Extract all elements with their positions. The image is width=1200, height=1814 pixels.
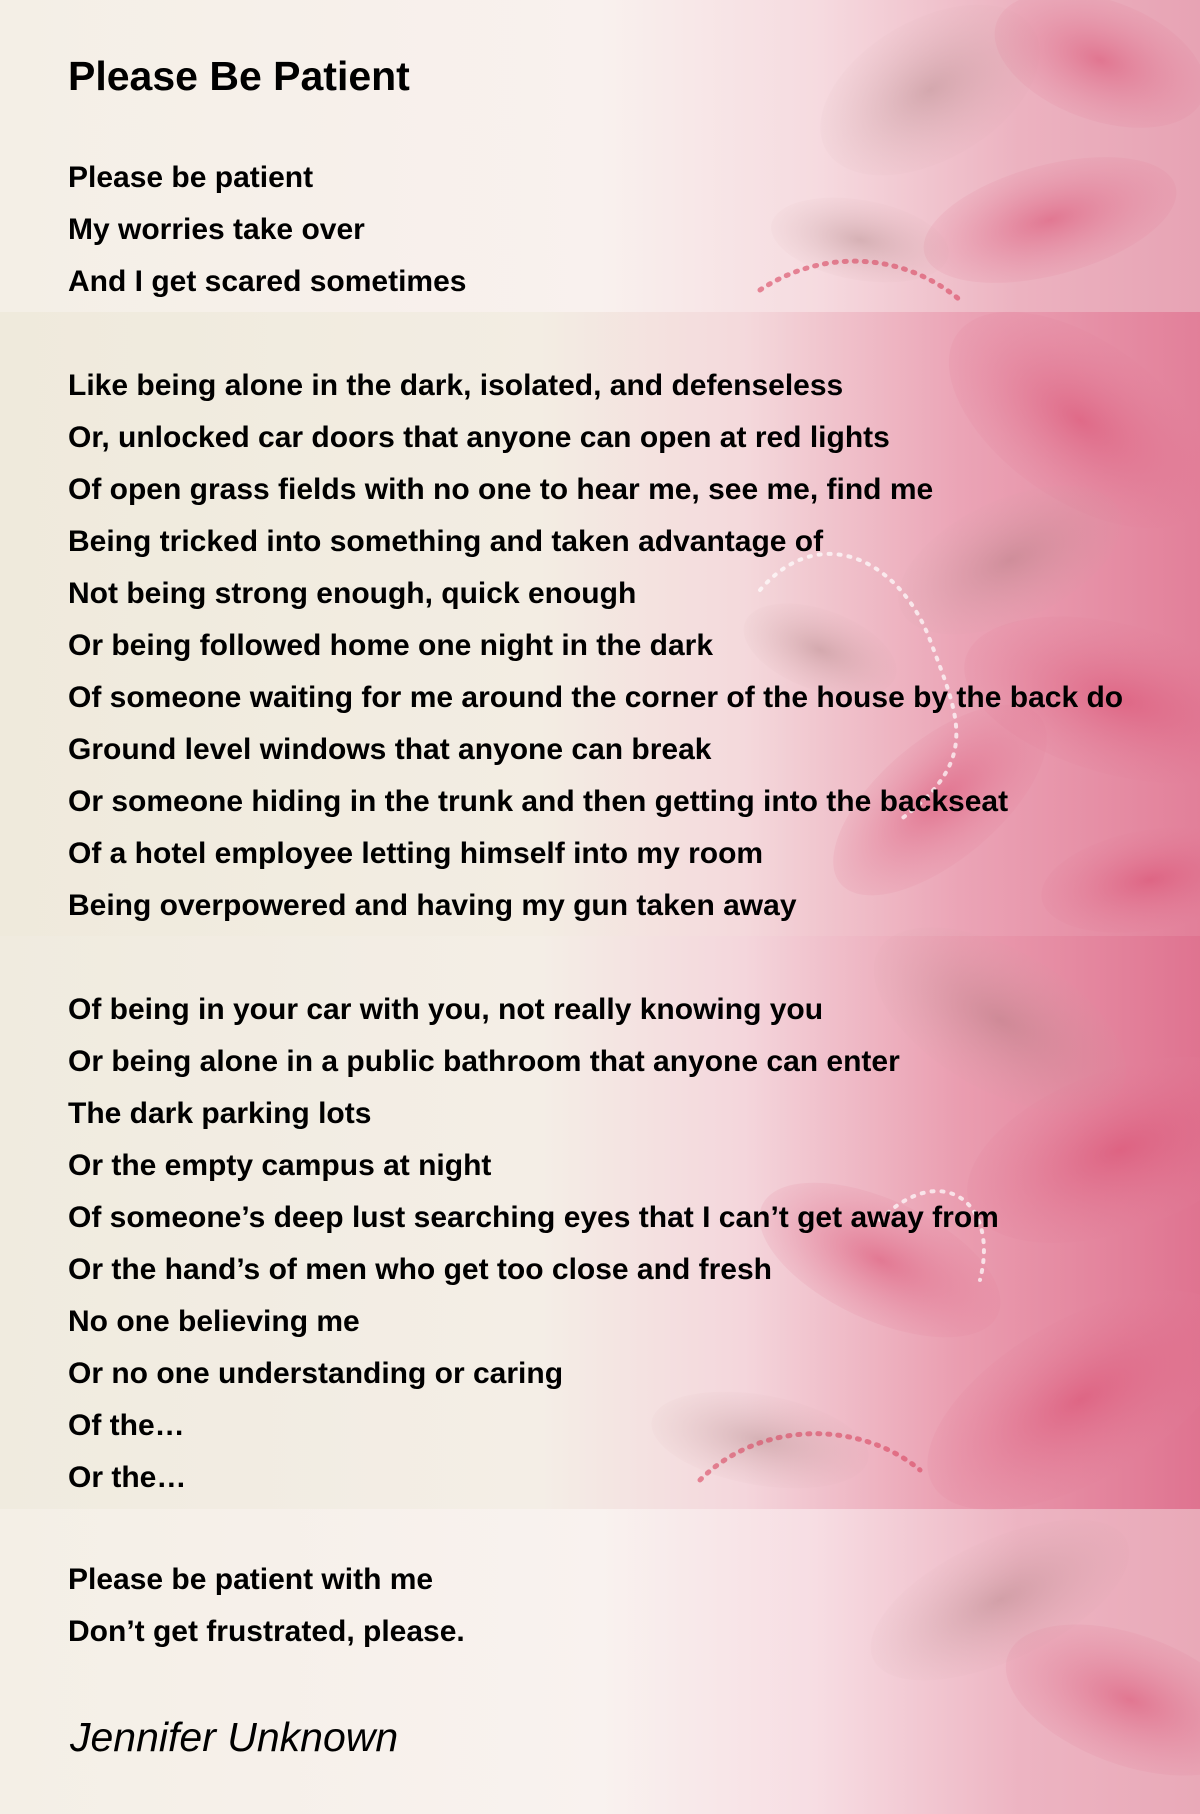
poem-author: Jennifer Unknown	[70, 1714, 399, 1760]
stanza	[68, 152, 466, 308]
poem-line: Please be patient	[68, 161, 314, 194]
poem-line: Or the…	[68, 1461, 187, 1494]
poem-line: Please be patient with me	[68, 1563, 434, 1596]
poem-line: Or the hand’s of men who get too close and fresh	[68, 1253, 772, 1286]
poem-line: Ground level windows that anyone can break	[68, 733, 712, 766]
poem-line: Of a hotel employee letting himself into my room	[68, 837, 764, 870]
poem-line: Or someone hiding in the trunk and then getting into the backseat	[68, 785, 1009, 818]
poem-line: My worries take over	[68, 213, 365, 246]
poem-line: Or no one understanding or caring	[68, 1357, 564, 1390]
poem-line: Not being strong enough, quick enough	[68, 577, 637, 610]
poem-line: Being overpowered and having my gun taken away	[68, 889, 797, 922]
poem-container	[68, 0, 1200, 1814]
poem-line: No one believing me	[68, 1305, 360, 1338]
stanza	[68, 984, 999, 1504]
poem-line: Of someone waiting for me around the corner of the house by the back do	[68, 681, 1124, 714]
poem-title: Please Be Patient	[68, 53, 410, 99]
poem-line: Of someone’s deep lust searching eyes that I can’t get away from	[68, 1201, 999, 1234]
poem-line: The dark parking lots	[68, 1097, 372, 1130]
poem-line: Or, unlocked car doors that anyone can open at red lights	[68, 421, 890, 454]
poem-line: And I get scared sometimes	[68, 265, 467, 298]
poem-line: Of the…	[68, 1409, 185, 1442]
poem-line: Or being alone in a public bathroom that anyone can enter	[68, 1045, 900, 1078]
poem-line: Don’t get frustrated, please.	[68, 1615, 465, 1648]
poem-line: Like being alone in the dark, isolated, and defenseless	[68, 369, 844, 402]
stanza	[68, 360, 1123, 932]
poem-line: Of open grass fields with no one to hear me, see me, find me	[68, 473, 934, 506]
stanza	[68, 1554, 465, 1658]
poem-line: Or the empty campus at night	[68, 1149, 492, 1182]
poem-line: Of being in your car with you, not really knowing you	[68, 993, 824, 1026]
poem-line: Being tricked into something and taken advantage of	[68, 525, 824, 558]
poem-line: Or being followed home one night in the dark	[68, 629, 714, 662]
